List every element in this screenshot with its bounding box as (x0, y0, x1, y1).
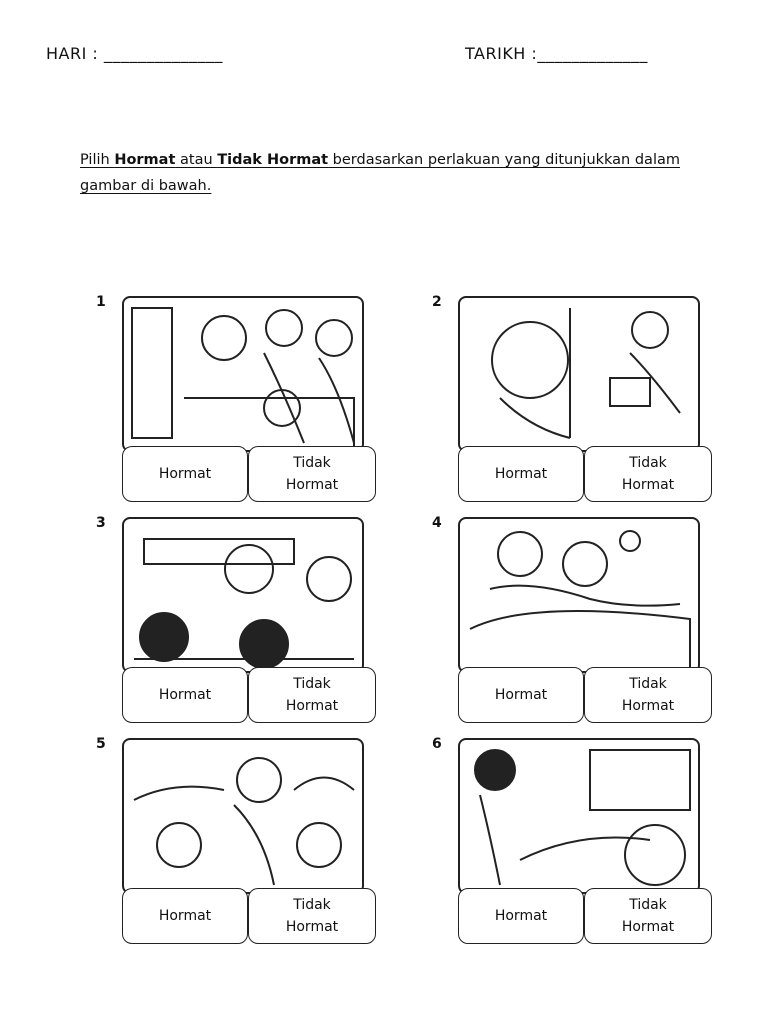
item-number: 2 (432, 294, 442, 310)
item-2 (432, 294, 718, 506)
hormat-button[interactable]: Hormat (458, 667, 584, 723)
hormat-button[interactable]: Hormat (458, 446, 584, 502)
illustration-children-in-bed (458, 517, 700, 673)
hormat-button[interactable]: Hormat (458, 888, 584, 944)
illustration-family-living-room (122, 296, 364, 452)
tarikh-field: TARIKH :_____________ (465, 44, 648, 63)
item-number: 5 (96, 736, 106, 752)
tidak-hormat-button[interactable]: Tidak Hormat (248, 888, 376, 944)
tidak-hormat-button[interactable]: Tidak Hormat (248, 667, 376, 723)
item-number: 3 (96, 515, 106, 531)
hormat-button[interactable]: Hormat (122, 667, 248, 723)
item-number: 4 (432, 515, 442, 531)
item-3 (96, 515, 382, 727)
item-number: 1 (96, 294, 106, 310)
item-6 (432, 736, 718, 948)
hormat-button[interactable]: Hormat (122, 888, 248, 944)
illustration-grandmother-and-children (122, 738, 364, 894)
hari-field: HARI : ______________ (46, 44, 223, 63)
illustration-girl-and-man (458, 296, 700, 452)
item-1 (96, 294, 382, 506)
illustration-sick-person-in-bed (458, 738, 700, 894)
tidak-hormat-button[interactable]: Tidak Hormat (584, 888, 712, 944)
instruction: Pilih Hormat atau Tidak Hormat berdasarkan perlakuan yang ditunjukkan dalam gambar di bawah. (80, 152, 680, 194)
hormat-button[interactable]: Hormat (122, 446, 248, 502)
tidak-hormat-button[interactable]: Tidak Hormat (584, 446, 712, 502)
illustration-elders-and-children (122, 517, 364, 673)
item-5 (96, 736, 382, 948)
item-4 (432, 515, 718, 727)
tidak-hormat-button[interactable]: Tidak Hormat (584, 667, 712, 723)
tidak-hormat-button[interactable]: Tidak Hormat (248, 446, 376, 502)
item-number: 6 (432, 736, 442, 752)
